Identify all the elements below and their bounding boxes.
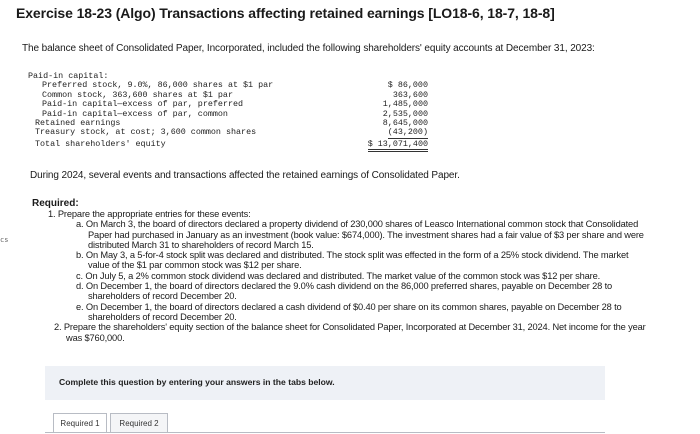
required-subitem-c: c. On July 5, a 2% common stock dividend was declared and distributed. The market value of the common stock was $12 per share. [76,270,601,281]
bs-amount: 1,485,000 [382,99,428,110]
required-heading: Required: [32,198,79,209]
tab-required-2[interactable]: Required 2 [110,413,168,433]
bs-label: Common stock, 363,600 shares at $1 par [42,89,233,100]
bs-amount: $ 13,071,400 [368,140,428,152]
bs-amount: $ 86,000 [387,80,428,91]
bs-row-treasury-stock [28,128,428,137]
bs-label: Total shareholders' equity [35,138,166,149]
bs-label: Paid-in capital—excess of par, common [42,108,228,119]
required-item-2: 2. Prepare the shareholders' equity section of the balance sheet for Consolidated Paper, Incorporated at December 31, 2024. Net income for the year was $760,000. [54,322,646,343]
bs-amount: 8,645,000 [382,117,428,128]
balance-sheet [28,72,428,149]
bs-label: Preferred stock, 9.0%, 86,000 shares at $1 par [42,80,274,91]
bs-label: Retained earnings [35,117,121,128]
instruction-text: Complete this question by entering your answers in the tabs below. [59,377,335,387]
bs-amount: (43,200) [387,127,428,138]
bs-label: Treasury stock, at cost; 3,600 common shares [35,127,257,138]
bs-row-total [28,140,428,149]
required-item-1: 1. Prepare the appropriate entries for these events: [48,209,251,219]
instruction-box [45,366,605,400]
during-text: During 2024, several events and transactions affected the retained earnings of Consolidated Paper. [30,170,460,181]
tab-required-1[interactable]: Required 1 [53,413,107,433]
required-subitem-d: d. On December 1, the board of directors declared the 9.0% cash dividend on the 86,000 preferred shares, payable on December 28 to shareholders of record December 20. [76,281,613,302]
gutter-mark: cs [0,236,9,244]
bs-label: Paid-in capital—excess of par, preferred [42,99,244,110]
required-list [48,209,648,343]
intro-text: The balance sheet of Consolidated Paper, Incorporated, included the following shareholders' equity accounts at December 31, 2023: [22,43,595,54]
bs-heading: Paid-in capital: [28,71,109,81]
required-subitem-a: a. On March 3, the board of directors declared a property dividend of 230,000 shares of Leasco International common stock that Consolidated Paper had purchased in January as an investment (book value: $674,000). The investment shares had a fair value of $3 per share and were distributed March 31 to shareholders of record March 15. [76,219,644,250]
bs-amount: 2,535,000 [382,108,428,119]
exercise-title: Exercise 18-23 (Algo) Transactions affecting retained earnings [LO18-6, 18-7, 18-8] [16,5,555,21]
required-subitem-e: e. On December 1, the board of directors declared a cash dividend of $0.40 per share on its common shares, payable on December 28 to shareholders of record December 20. [76,301,622,322]
bs-amount: 363,600 [392,89,428,100]
required-subitem-b: b. On May 3, a 5-for-4 stock split was declared and distributed. The stock split was effected in the form of a 25% stock dividend. The market value of the $1 par common stock was $12 per share. [76,250,629,271]
